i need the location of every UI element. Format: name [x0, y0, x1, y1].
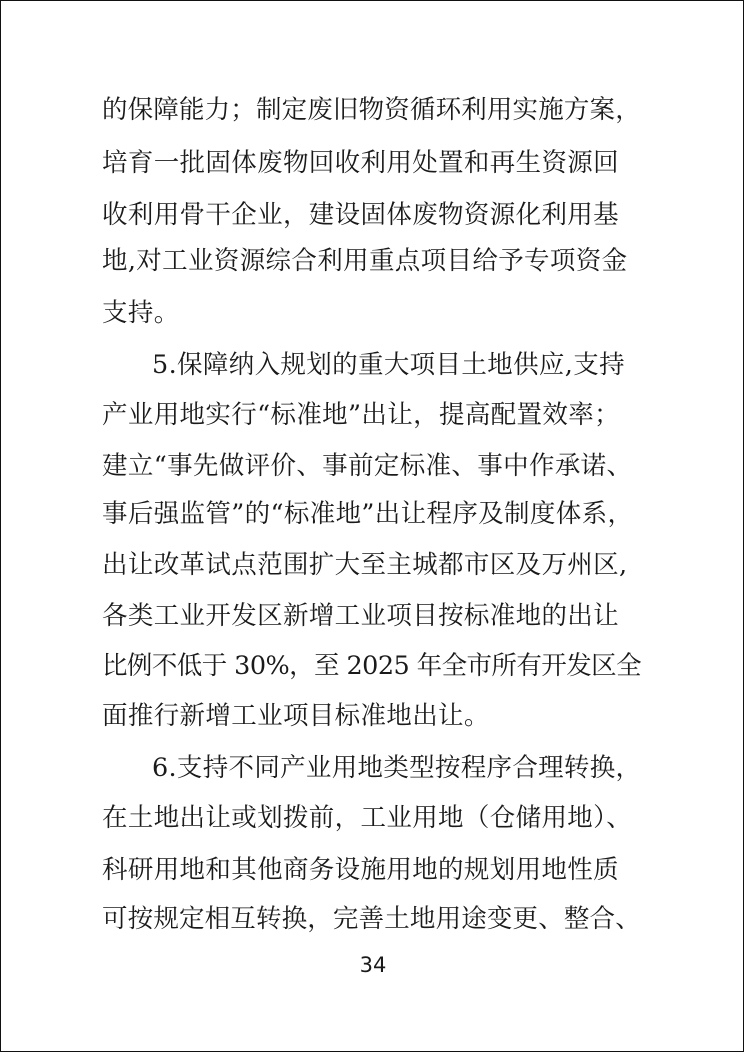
text-line: 地,对工业资源综合利用重点项目给予专项资金	[102, 246, 628, 276]
text-line: 可按规定相互转换，完善土地用途变更、整合、	[102, 904, 641, 934]
text-line: 产业用地实行“标准地”出让，提高配置效率；	[102, 400, 620, 430]
text-line: 科研用地和其他商务设施用地的规划用地性质	[102, 855, 620, 885]
page-number: 34	[359, 953, 387, 977]
text-line: 事后强监管”的“标准地”出让程序及制度体系，	[102, 499, 634, 529]
text-line: 的保障能力；制定废旧物资循环利用实施方案，	[102, 95, 641, 125]
text-line: 5.保障纳入规划的重大项目土地供应,支持	[152, 350, 625, 380]
text-line: 建立“事先做评价、事前定标准、事中作承诺、	[102, 451, 633, 481]
text-line: 面推行新增工业项目标准地出让。	[102, 701, 490, 731]
text-line: 各类工业开发区新增工业项目按标准地的出让	[102, 601, 620, 631]
text-line: 支持。	[102, 298, 180, 328]
text-line: 比例不低于 30%，至 2025 年全市所有开发区全	[102, 651, 641, 681]
text-line: 出让改革试点范围扩大至主城都市区及万州区,	[102, 550, 628, 580]
text-line: 在土地出让或划拨前，工业用地（仓储用地）、	[102, 803, 633, 833]
text-line: 收利用骨干企业，建设固体废物资源化利用基	[102, 200, 620, 230]
text-line: 培育一批固体废物回收利用处置和再生资源回	[102, 148, 620, 178]
text-line: 6.支持不同产业用地类型按程序合理转换，	[152, 753, 642, 783]
